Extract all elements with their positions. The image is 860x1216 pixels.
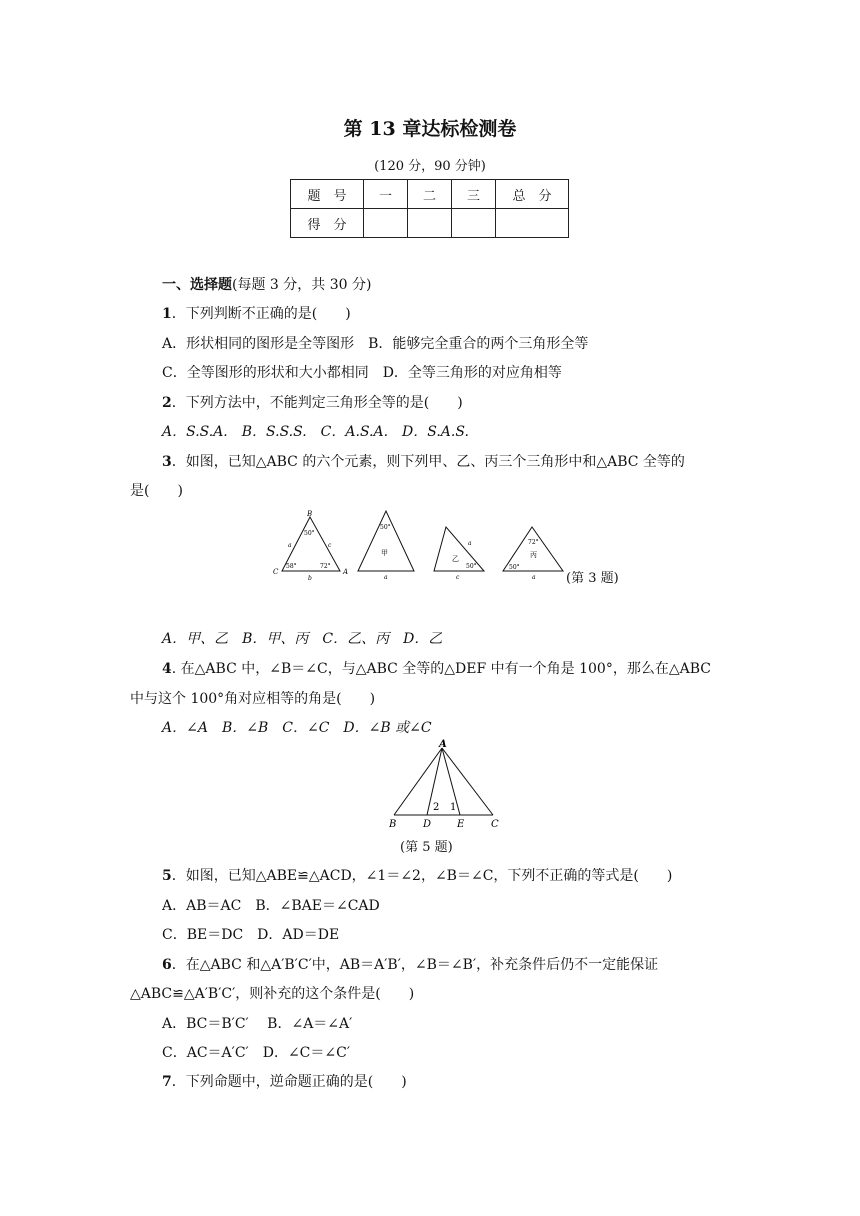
question-3-figure [266, 505, 566, 585]
yi-angle: 50° [466, 563, 477, 570]
question-6-stem-cont: △ABC≌△A′B′C′，则补充的这个条件是( ) [130, 986, 415, 1002]
question-6-options-ab: A．BC＝B′C′ B．∠A＝∠A′ [162, 1016, 353, 1032]
question-5-options-cd: C．BE＝DC D．AD＝DE [162, 927, 340, 943]
question-1-options-ab: A．形状相同的图形是全等图形 B．能够完全重合的两个三角形全等 [162, 336, 589, 352]
side-b: b [308, 575, 312, 582]
angle-1: 1 [450, 802, 457, 813]
bing-angle-top: 72° [528, 539, 539, 546]
score-cell: 题 号 [291, 180, 364, 209]
question-1-stem [162, 303, 351, 323]
question-6-options-cd: C．AC＝A′C′ D．∠C＝∠C′ [162, 1045, 351, 1061]
jia-label: 甲 [381, 549, 388, 557]
score-cell: 三 [452, 180, 496, 209]
yi-label: 乙 [452, 555, 459, 563]
question-4-options: A．∠A B．∠B C．∠C D．∠B 或∠C [162, 720, 432, 736]
bing-angle-left: 50° [509, 564, 520, 571]
question-3-stem-cont: 是( ) [130, 483, 183, 499]
question-4-stem-cont: 中与这个 100°角对应相等的角是( ) [130, 691, 376, 707]
question-3-options: A．甲、乙 B．甲、丙 C．乙、丙 D．乙 [162, 631, 443, 647]
score-cell: 一 [364, 180, 408, 209]
score-table-score-row [291, 209, 569, 238]
angle-2: 2 [433, 802, 440, 813]
question-number: 2 [162, 395, 172, 411]
question-6-stem [162, 954, 658, 974]
yi-side-c: c [456, 574, 460, 581]
label-d: D [423, 819, 432, 830]
section-heading [162, 274, 371, 294]
question-text: ．如图，已知△ABC 的六个元素，则下列甲、乙、丙三个三角形中和△ABC 全等的 [171, 454, 685, 470]
question-5-figure [380, 738, 510, 830]
score-table [290, 179, 569, 238]
question-3-stem [162, 451, 685, 471]
jia-angle: 50° [380, 524, 391, 531]
yi-side-a: a [468, 540, 472, 547]
score-cell: 二 [408, 180, 452, 209]
question-number: 6 [162, 957, 172, 973]
question-7-stem [162, 1071, 407, 1091]
question-number: 4 [162, 661, 172, 677]
score-input-cell[interactable] [452, 209, 496, 238]
section-title: 一、选择题 [162, 277, 232, 293]
score-cell: 总 分 [496, 180, 569, 209]
question-5-options-ab: A．AB＝AC B．∠BAE＝∠CAD [162, 898, 380, 914]
jia-side: a [384, 574, 388, 581]
bing-label: 丙 [530, 551, 537, 559]
question-4-stem [162, 658, 711, 678]
label-e: E [457, 819, 465, 830]
page-title: 第 13 章达标检测卷 [343, 118, 517, 140]
angle-b: 50° [304, 530, 315, 537]
label-c: C [273, 568, 279, 576]
section-note: (每题 3 分，共 30 分) [232, 277, 372, 293]
question-text: ．如图，已知△ABE≌△ACD，∠1＝∠2，∠B＝∠C，下列不正确的等式是( ) [171, 868, 673, 884]
score-cell: 得 分 [291, 209, 364, 238]
exam-meta: (120 分，90 分钟) [374, 159, 486, 174]
question-text: ．下列命题中，逆命题正确的是( ) [171, 1074, 407, 1090]
side-a: a [288, 542, 292, 549]
question-text: ．下列判断不正确的是( ) [171, 306, 351, 322]
question-2-stem [162, 392, 463, 412]
score-input-cell[interactable] [496, 209, 569, 238]
side-c: c [328, 542, 332, 549]
bing-side: a [532, 574, 536, 581]
angle-c: 58° [286, 563, 297, 570]
question-text: ．在△ABC 和△A′B′C′中，AB＝A′B′，∠B＝∠B′，补充条件后仍不一定能保证 [171, 957, 659, 973]
question-5-stem [162, 865, 672, 885]
label-b: B [389, 819, 397, 830]
question-number: 3 [162, 454, 172, 470]
question-number: 5 [162, 868, 172, 884]
score-input-cell[interactable] [408, 209, 452, 238]
question-text: . 在△ABC 中，∠B＝∠C，与△ABC 全等的△DEF 中有一个角是 100°，那么在△ABC [171, 661, 711, 677]
question-number: 7 [162, 1074, 172, 1090]
question-number: 1 [162, 306, 172, 322]
question-1-options-cd: C．全等图形的形状和大小都相同 D．全等三角形的对应角相等 [162, 365, 562, 381]
angle-a: 72° [320, 563, 331, 570]
label-a: A [439, 739, 447, 750]
score-input-cell[interactable] [364, 209, 408, 238]
question-text: ．下列方法中，不能判定三角形全等的是( ) [171, 395, 463, 411]
label-b: B [307, 510, 313, 518]
label-c: C [491, 819, 499, 830]
question-5-caption: (第 5 题) [400, 840, 453, 855]
score-table-header-row [291, 180, 569, 209]
question-2-options: A．S.S.A. B．S.S.S. C．A.S.A. D．S.A.S. [162, 424, 469, 440]
question-3-caption: (第 3 题) [566, 571, 619, 586]
label-a: A [343, 568, 349, 576]
